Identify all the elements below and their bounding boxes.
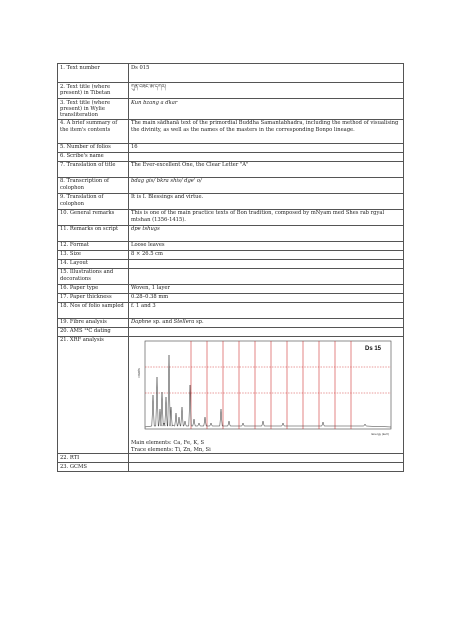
- record-row: [58, 268, 404, 284]
- y-axis-label: counts: [137, 368, 141, 379]
- row-value: The main sādhanā text of the primordial Buddha Samantabhadra, including the method of visualising the divinity, as well as the names of the masters in the corresponding Bonpo lineage.: [129, 119, 404, 143]
- xrf-spectrum: [131, 337, 399, 439]
- xrf-spectrum-chart: [133, 337, 397, 439]
- record-row: [58, 302, 404, 318]
- record-row: [58, 454, 404, 463]
- row-value: 16: [129, 143, 404, 152]
- row-label: 22. RTI: [58, 454, 129, 463]
- record-row: [58, 161, 404, 177]
- record-row: [58, 327, 404, 336]
- row-label: 14. Layout: [58, 259, 129, 268]
- record-row: [58, 250, 404, 259]
- record-row: [58, 284, 404, 293]
- row-value: 8 × 26.5 cm: [129, 250, 404, 259]
- record-row: [58, 293, 404, 302]
- row-label: 6. Scribe's name: [58, 152, 129, 161]
- row-label: 20. AMS ¹⁴C dating: [58, 327, 129, 336]
- x-axis-label: Energy (keV): [371, 432, 389, 437]
- row-label: 21. XRF analysis: [58, 336, 129, 454]
- row-label: 7. Translation of title: [58, 161, 129, 177]
- spectrum-trace: [145, 355, 391, 427]
- row-value: [129, 454, 404, 463]
- row-label: 17. Paper thickness: [58, 293, 129, 302]
- row-value: 0.28–0.38 mm: [129, 293, 404, 302]
- chart-title: Ds 15: [365, 346, 382, 353]
- record-row: [58, 241, 404, 250]
- row-value: [129, 327, 404, 336]
- row-xrf: [58, 336, 404, 454]
- row-label: 11. Remarks on script: [58, 225, 129, 241]
- row-value: ཀུན་བཟང་ཨ་དཀར།: [129, 83, 404, 99]
- row-value: [129, 318, 404, 327]
- trace-elements: Trace elements: Ti, Zn, Mn, Si: [131, 446, 211, 453]
- xrf-cell: [129, 336, 404, 454]
- main-elements: Main elements: Ca, Fe, K, S: [131, 440, 205, 447]
- record-row: [58, 152, 404, 161]
- record-row: [58, 463, 404, 472]
- row-value: Kun bzang a dkar: [129, 99, 404, 120]
- record-row: [58, 318, 404, 327]
- row-label: 9. Translation of colophon: [58, 193, 129, 209]
- row-value: It is I. Blessings and virtue.: [129, 193, 404, 209]
- value-part: Daphne: [131, 319, 152, 326]
- row-label: 15. Illustrations and decorations: [58, 268, 129, 284]
- row-label: 5. Number of folios: [58, 143, 129, 152]
- record-row: [58, 83, 404, 99]
- record-row: [58, 259, 404, 268]
- record-row: [58, 193, 404, 209]
- record-row: [58, 143, 404, 152]
- row-value: [129, 268, 404, 284]
- row-label: 2. Text title (where present) in Tibetan: [58, 83, 129, 99]
- row-label: 16. Paper type: [58, 284, 129, 293]
- record-row: [58, 209, 404, 225]
- row-label: 18. Nos of folio sampled: [58, 302, 129, 318]
- row-label: 1. Text number: [58, 64, 129, 83]
- record-row: [58, 64, 404, 83]
- row-value: bdag gis/ bkra shis/ dge' o/: [129, 177, 404, 193]
- row-value: f. 1 and 3: [129, 302, 404, 318]
- row-label: 23. GCMS: [58, 463, 129, 472]
- value-part: sp.: [194, 319, 204, 326]
- row-value: Loose leaves: [129, 241, 404, 250]
- value-part: Stellera: [173, 319, 195, 326]
- record-row: [58, 99, 404, 120]
- row-label: 8. Transcription of colophon: [58, 177, 129, 193]
- value-part: sp. and: [151, 319, 174, 326]
- row-label: 10. General remarks: [58, 209, 129, 225]
- record-row: [58, 177, 404, 193]
- row-value: [129, 152, 404, 161]
- row-value: Ds 015: [129, 64, 404, 83]
- row-value: Woven, 1 layer: [129, 284, 404, 293]
- record-row: [58, 119, 404, 143]
- row-value: [129, 463, 404, 472]
- row-label: 3. Text title (where present) in Wylie transliteration: [58, 99, 129, 120]
- row-value: The Ever-excellent One, the Clear Letter "A": [129, 161, 404, 177]
- row-value: This is one of the main practice texts of Bon tradition, composed by mNyam med Shes rab rgyal mtshan (1356-1415).: [129, 209, 404, 225]
- row-label: 19. Fibre analysis: [58, 318, 129, 327]
- plot-frame: [145, 341, 391, 429]
- row-value: [129, 259, 404, 268]
- row-label: 12. Format: [58, 241, 129, 250]
- record-row: [58, 225, 404, 241]
- row-label: 13. Size: [58, 250, 129, 259]
- row-label: 4. A brief summary of the item's contents: [58, 119, 129, 143]
- row-value: dpe tshugs: [129, 225, 404, 241]
- catalogue-record-table: [57, 63, 404, 472]
